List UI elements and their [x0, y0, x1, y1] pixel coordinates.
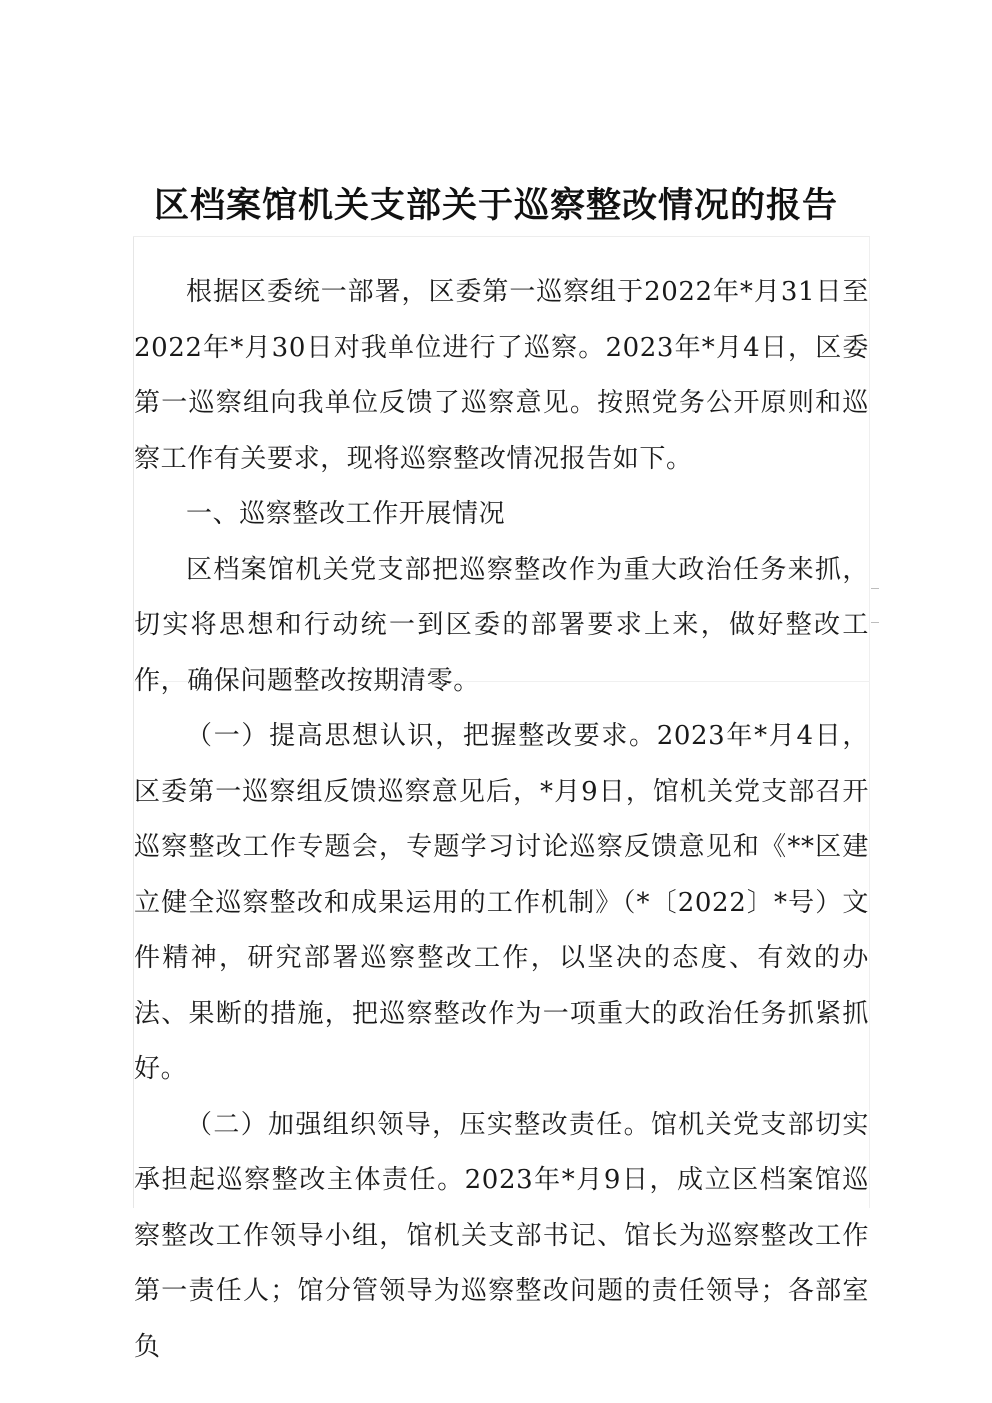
paragraph-item-1: （一）提高思想认识，把握整改要求。2023年*月4日，区委第一巡察组反馈巡察意见后，*月9日，馆机关党支部召开巡察整改工作专题会，专题学习讨论巡察反馈意见和《**区建立健全巡察整改和成果运用的工作机制》（*〔2022〕*号）文件精神，研究部署巡察整改工作，以坚决的态度、有效的办法、果断的措施，把巡察整改作为一项重大的政治任务抓紧抓好。 [134, 721, 869, 1084]
document-body [134, 265, 869, 1375]
paragraph-intro: 根据区委统一部署，区委第一巡察组于2022年*月31日至2022年*月30日对我单位进行了巡察。2023年*月4日，区委第一巡察组向我单位反馈了巡察意见。按照党务公开原则和巡察工作有关要求，现将巡察整改情况报告如下。 [134, 277, 869, 474]
document-title: 区档案馆机关支部关于巡察整改情况的报告 [153, 186, 838, 226]
section-heading: 一、巡察整改工作开展情况 [186, 499, 506, 529]
paragraph-overview: 区档案馆机关党支部把巡察整改作为重大政治任务来抓，切实将思想和行动统一到区委的部署要求上来，做好整改工作，确保问题整改按期清零。 [134, 554, 869, 696]
page-guide-right [869, 236, 870, 1208]
page-guide-top [133, 236, 870, 237]
margin-tick-mark [871, 588, 879, 589]
margin-tick-mark [871, 622, 879, 623]
paragraph-item-2: （二）加强组织领导，压实整改责任。馆机关党支部切实承担起巡察整改主体责任。2023年*月9日，成立区档案馆巡察整改工作领导小组，馆机关支部书记、馆长为巡察整改工作第一责任人；馆分管领导为巡察整改问题的责任领导；各部室负 [134, 1109, 869, 1362]
